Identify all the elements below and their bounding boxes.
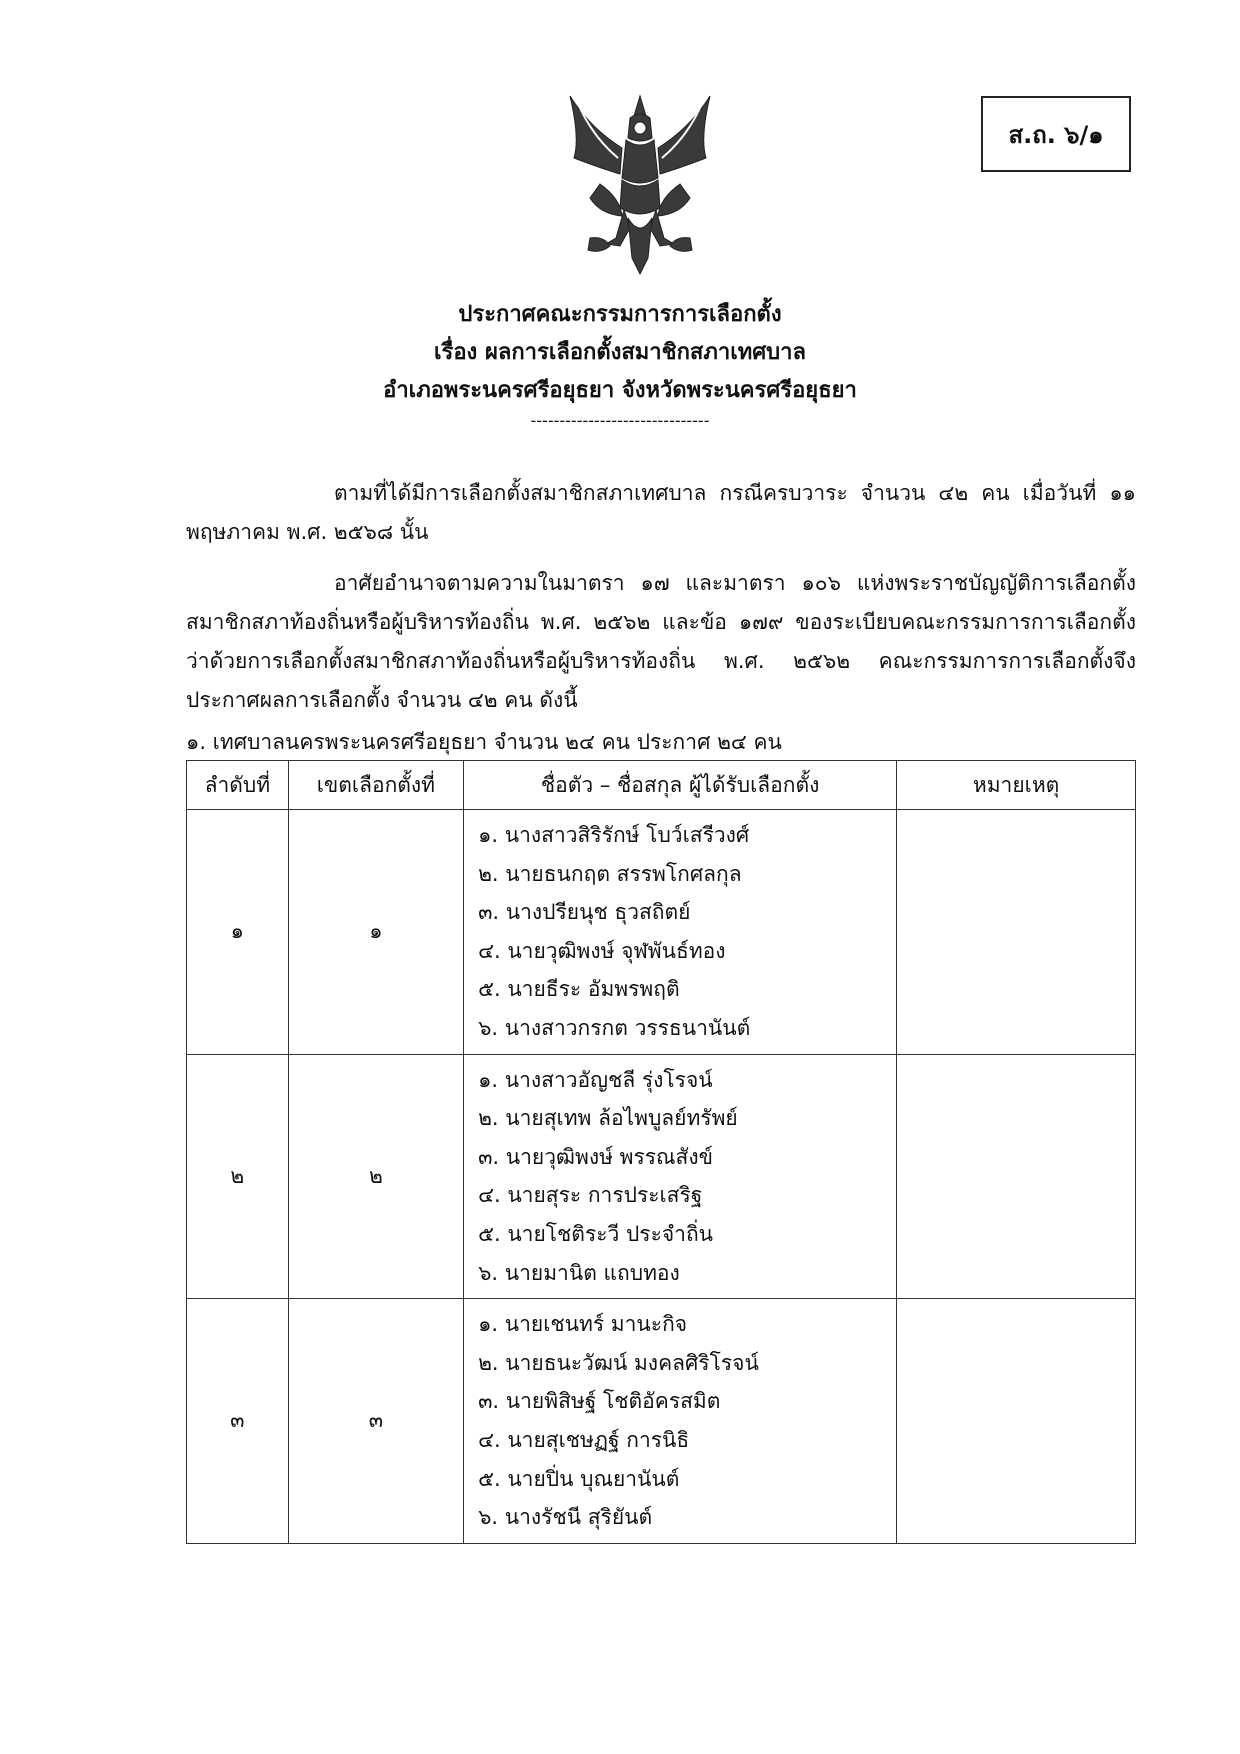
heading-location: อำเภอพระนครศรีอยุธยา จังหวัดพระนครศรีอยุธยา (383, 378, 857, 403)
list-item: ๔. นายวุฒิพงษ์ จุฬพันธ์ทอง (478, 938, 726, 963)
list-item: ๒. นายธนะวัฒน์ มงคลศิริโรจน์ (478, 1350, 759, 1375)
cell-district: ๒ (288, 1054, 463, 1299)
form-code-box: ส.ถ. ๖/๑ (981, 96, 1131, 172)
cell-remark (897, 1299, 1136, 1544)
table-row (187, 810, 1136, 1055)
cell-order: ๒ (187, 1054, 289, 1299)
list-item: ๓. นางปรียนุช ธุวสถิตย์ (478, 900, 691, 925)
garuda-emblem-icon (560, 88, 720, 278)
header-district: เขตเลือกตั้งที่ (288, 761, 463, 810)
cell-names (464, 1299, 897, 1544)
results-table (186, 760, 1136, 1544)
list-item: ๕. นายโชติระวี ประจำถิ่น (478, 1221, 714, 1246)
paragraph-intro-text: ตามที่ได้มีการเลือกตั้งสมาชิกสภาเทศบาล กรณีครบวาระ จำนวน ๔๒ คน เมื่อวันที่ ๑๑ พฤษภาคม พ.ศ. ๒๕๖๘ นั้น (186, 481, 1136, 544)
list-item: ๖. นางรัชนี สุริยันต์ (478, 1505, 653, 1530)
cell-order: ๑ (187, 810, 289, 1055)
table-header-row (187, 761, 1136, 810)
list-item: ๖. นายมานิต แถบทอง (478, 1260, 680, 1285)
cell-remark (897, 810, 1136, 1055)
cell-order: ๓ (187, 1299, 289, 1544)
table-row (187, 1054, 1136, 1299)
list-item: ๖. นางสาวกรกต วรรธนานันต์ (478, 1015, 751, 1040)
list-item: ๕. นายธีระ อัมพรพฤติ (478, 977, 680, 1002)
paragraph-authority (186, 564, 1136, 720)
list-item: ๓. นายวุฒิพงษ์ พรรณสังข์ (478, 1144, 713, 1169)
paragraph-authority-text: อาศัยอำนาจตามความในมาตรา ๑๗ และมาตรา ๑๐๖ แห่งพระราชบัญญัติการเลือกตั้งสมาชิกสภาท้องถิ่นหรือผู้บริหารท้องถิ่น พ.ศ. ๒๕๖๒ และข้อ ๑๗๙ ของระเบียบคณะกรรมการการเลือกตั้ง ว่าด้วยการเลือกตั้งสมาชิกสภาท้องถิ่นหรือผู้บริหารท้องถิ่น พ.ศ. ๒๕๖๒ คณะกรรมการการเลือกตั้งจึงประกาศผลการเลือกตั้ง จำนวน ๔๒ คน ดังนี้ (186, 571, 1136, 712)
heading-title: ประกาศคณะกรรมการการเลือกตั้ง (458, 302, 782, 327)
list-item: ๒. นายธนกฤต สรรพโกศลกุล (478, 861, 742, 886)
paragraph-intro (186, 474, 1136, 552)
list-item: ๒. นายสุเทพ ล้อไพบูลย์ทรัพย์ (478, 1106, 738, 1131)
list-item: ๕. นายปิ่น บุณยานันต์ (478, 1466, 680, 1491)
heading-subject: เรื่อง ผลการเลือกตั้งสมาชิกสภาเทศบาล (434, 340, 806, 365)
cell-names (464, 810, 897, 1055)
cell-district: ๑ (288, 810, 463, 1055)
cell-remark (897, 1054, 1136, 1299)
heading-divider: ------------------------------- (530, 411, 710, 430)
header-names: ชื่อตัว – ชื่อสกุล ผู้ได้รับเลือกตั้ง (464, 761, 897, 810)
list-item: ๔. นายสุเชษฏฐ์ การนิธิ (478, 1427, 690, 1452)
header-order: ลำดับที่ (187, 761, 289, 810)
list-item: ๓. นายพิสิษฐ์ โชติอัครสมิต (478, 1389, 721, 1414)
list-item: ๔. นายสุระ การประเสริฐ (478, 1183, 703, 1208)
section-title: ๑. เทศบาลนครพระนครศรีอยุธยา จำนวน ๒๔ คน ประกาศ ๒๔ คน (186, 730, 782, 754)
cell-names (464, 1054, 897, 1299)
list-item: ๑. นางสาวอัญชลี รุ่งโรจน์ (478, 1067, 713, 1092)
table-row (187, 1299, 1136, 1544)
header-remark: หมายเหตุ (897, 761, 1136, 810)
list-item: ๑. นายเชนทร์ มานะกิจ (478, 1312, 688, 1337)
cell-district: ๓ (288, 1299, 463, 1544)
list-item: ๑. นางสาวสิริรักษ์ โบว์เสรีวงศ์ (478, 823, 750, 847)
announcement-heading (0, 296, 1240, 432)
